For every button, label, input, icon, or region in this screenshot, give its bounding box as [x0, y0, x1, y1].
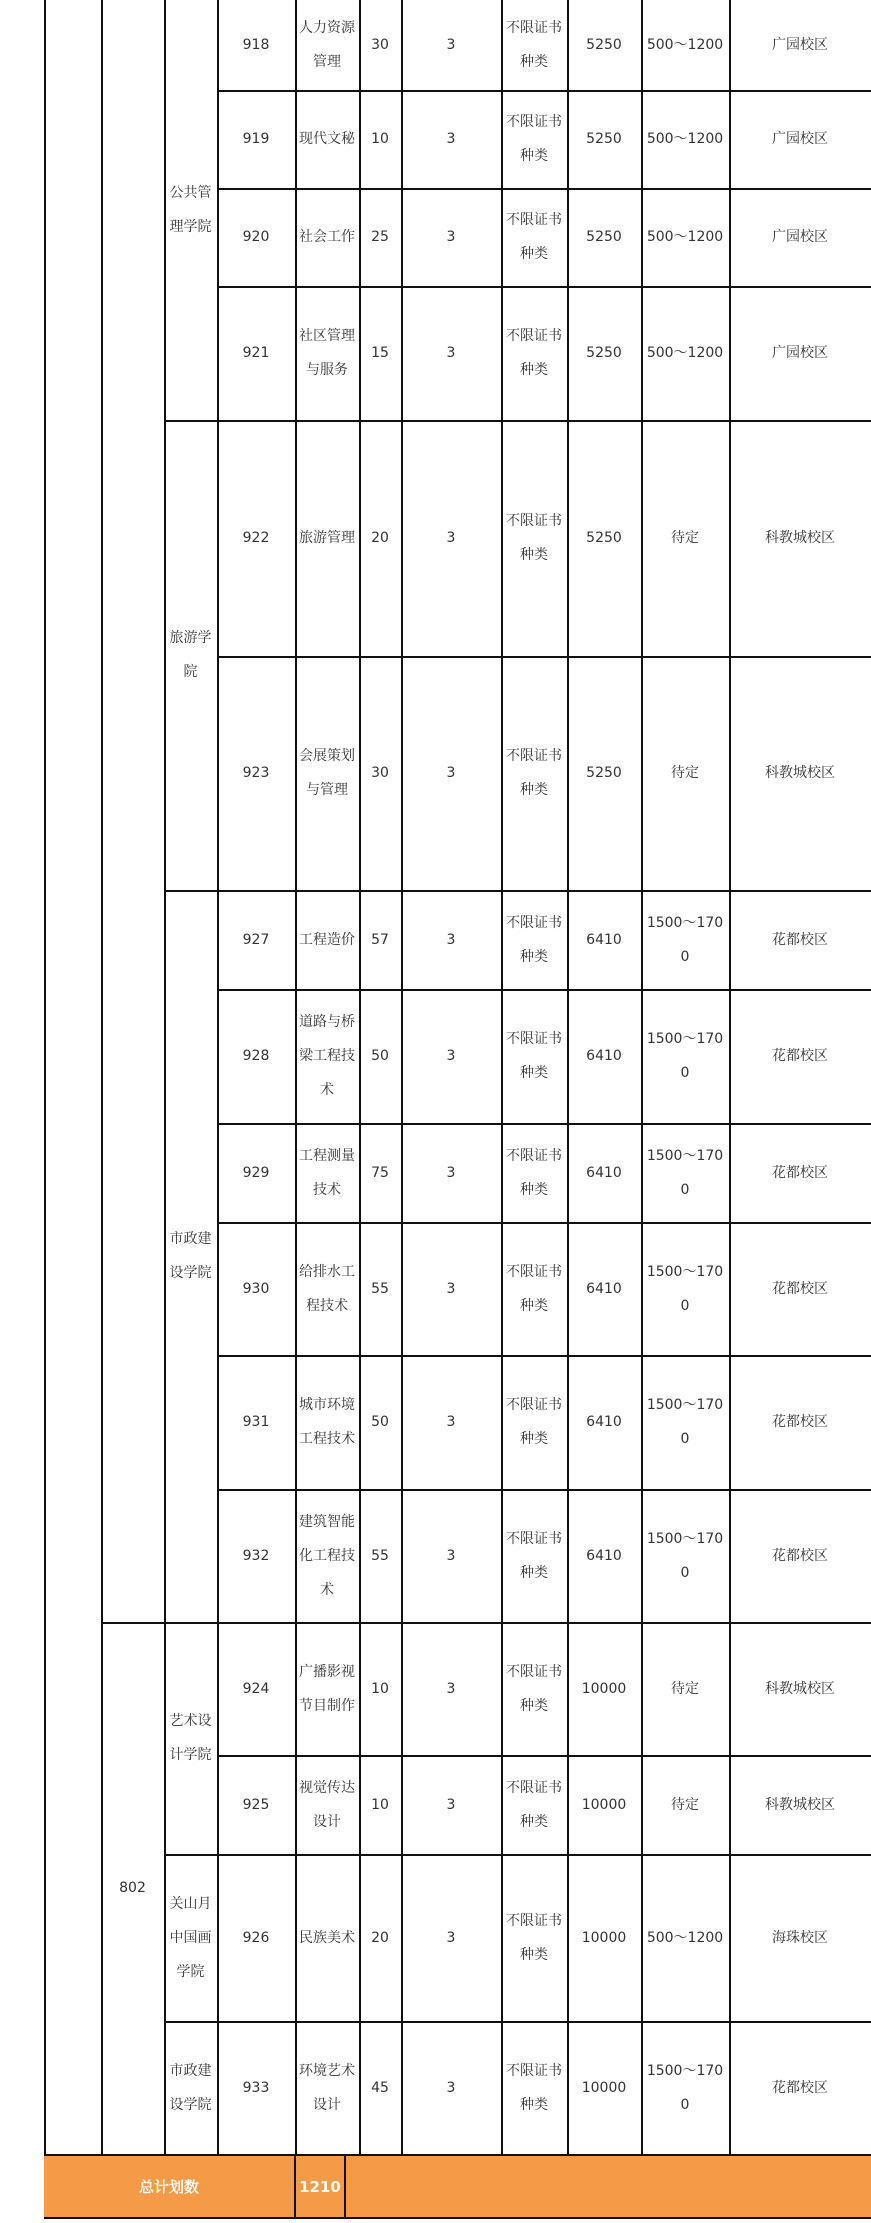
- table-cell-cert: 不限证书种类: [506, 1147, 562, 1198]
- table-cell-tuition: 10000: [581, 1796, 627, 1813]
- table-cell-tuition: 10000: [581, 1680, 627, 1697]
- table-cell-years: 3: [446, 229, 456, 245]
- table-cell-years: 3: [446, 1048, 456, 1064]
- total-value: 1210: [299, 2177, 341, 2196]
- table-cell-years: 3: [446, 37, 456, 53]
- table-cell-campus: 花都校区: [772, 1164, 828, 1181]
- table-cell-years: 3: [446, 1414, 456, 1430]
- total-row: [44, 2154, 871, 2219]
- total-divider: [344, 2156, 346, 2217]
- table-cell-fee: 待定: [671, 765, 699, 781]
- table-cell-cert: 不限证书种类: [506, 212, 562, 262]
- table-cell-major: 会展策划与管理: [299, 748, 355, 798]
- table-cell-years: 3: [446, 530, 456, 546]
- table-cell-fee: 500～1200: [646, 1929, 724, 1946]
- table-cell-campus: 广园校区: [772, 131, 828, 147]
- table-cell-plan: 50: [371, 1414, 389, 1430]
- table-cell-tuition: 6410: [586, 1280, 622, 1297]
- table-cell-campus: 科教城校区: [765, 1680, 835, 1697]
- table-cell-tuition: 5250: [586, 345, 622, 361]
- table-cell-tuition: 5250: [586, 229, 622, 245]
- table-cell-tuition: 10000: [581, 1929, 627, 1946]
- table-cell-cert: 不限证书种类: [506, 2062, 562, 2113]
- table-cell-fee: 1500～1700: [646, 1263, 724, 1314]
- table-cell-years: 3: [446, 1796, 456, 1813]
- group-code-cell: [101, 0, 164, 1622]
- table-cell-years: 3: [446, 2079, 456, 2096]
- table-cell-cert: 不限证书种类: [506, 20, 562, 70]
- table-cell-campus: 花都校区: [772, 1414, 828, 1430]
- table-cell-code: 930: [242, 1280, 270, 1297]
- table-cell-plan: 10: [371, 1796, 389, 1813]
- table-cell-tuition: 6410: [586, 1547, 622, 1564]
- table-cell-campus: 科教城校区: [765, 765, 835, 781]
- table-cell-tuition: 10000: [581, 2079, 627, 2096]
- table-cell-major: 社会工作: [299, 229, 355, 245]
- group-code-cell: 802: [119, 1880, 146, 1896]
- table-cell-plan: 10: [371, 1680, 389, 1697]
- table-cell-years: 3: [446, 131, 456, 147]
- table-cell-major: 城市环境工程技术: [299, 1397, 355, 1447]
- table-cell-tuition: 5250: [586, 37, 622, 53]
- table-cell-plan: 75: [371, 1164, 389, 1181]
- table-cell-cert: 不限证书种类: [506, 1031, 562, 1081]
- table-cell-tuition: 5250: [586, 765, 622, 781]
- table-cell-fee: 待定: [671, 1680, 699, 1697]
- table-cell-plan: 57: [371, 931, 389, 948]
- table-cell-code: 923: [242, 765, 270, 781]
- table-cell-cert: 不限证书种类: [506, 328, 562, 378]
- table-cell-major: 广播影视节目制作: [299, 1663, 355, 1714]
- table-cell-cert: 不限证书种类: [506, 1263, 562, 1314]
- table-cell-cert: 不限证书种类: [506, 114, 562, 164]
- table-cell-fee: 500～1200: [646, 345, 724, 361]
- table-cell-fee: 1500～1700: [646, 1031, 724, 1081]
- table-cell-cert: 不限证书种类: [506, 1779, 562, 1830]
- table-cell-plan: 25: [371, 229, 389, 245]
- table-cell-code: 928: [242, 1048, 270, 1064]
- table-cell-major: 工程造价: [299, 931, 355, 948]
- table-cell-plan: 50: [371, 1048, 389, 1064]
- college-name-cell: 公共管理学院: [169, 185, 212, 235]
- college-name-cell: 市政建设学院: [169, 2062, 212, 2113]
- table-cell-fee: 1500～1700: [646, 914, 724, 965]
- table-cell-years: 3: [446, 765, 456, 781]
- table-cell-major: 道路与桥梁工程技术: [299, 1014, 355, 1098]
- table-cell-plan: 10: [371, 131, 389, 147]
- table-cell-years: 3: [446, 931, 456, 948]
- college-name-cell: 艺术设计学院: [169, 1713, 212, 1763]
- table-cell-cert: 不限证书种类: [506, 1912, 562, 1963]
- table-cell-fee: 待定: [671, 1796, 699, 1813]
- table-cell-plan: 55: [371, 1280, 389, 1297]
- table-cell-fee: 待定: [671, 530, 699, 546]
- table-cell-campus: 科教城校区: [765, 1796, 835, 1813]
- table-cell-fee: 500～1200: [646, 37, 724, 53]
- table-cell-campus: 海珠校区: [772, 1929, 828, 1946]
- table-cell-major: 旅游管理: [299, 530, 355, 546]
- table-cell-code: 925: [242, 1796, 270, 1813]
- table-cell-campus: 花都校区: [772, 1280, 828, 1297]
- table-cell-years: 3: [446, 345, 456, 361]
- table-cell-campus: 花都校区: [772, 1547, 828, 1564]
- table-cell-cert: 不限证书种类: [506, 914, 562, 965]
- table-cell-plan: 20: [371, 1929, 389, 1946]
- table-cell-major: 工程测量技术: [299, 1147, 355, 1198]
- table-cell-major: 建筑智能化工程技术: [299, 1513, 355, 1598]
- table-cell-campus: 广园校区: [772, 37, 828, 53]
- table-cell-tuition: 5250: [586, 131, 622, 147]
- table-cell-tuition: 5250: [586, 530, 622, 546]
- table-cell-code: 931: [242, 1414, 270, 1430]
- table-cell-fee: 500～1200: [646, 229, 724, 245]
- table-cell-major: 社区管理与服务: [299, 328, 355, 378]
- table-cell-fee: 1500～1700: [646, 1147, 724, 1198]
- college-name-cell: 关山月中国画学院: [169, 1895, 212, 1980]
- table-cell-code: 929: [242, 1164, 270, 1181]
- table-cell-major: 现代文秘: [299, 131, 355, 147]
- table-cell-code: 927: [242, 931, 270, 948]
- table-cell-code: 924: [242, 1680, 270, 1697]
- table-cell-code: 933: [242, 2079, 270, 2096]
- table-cell-fee: 1500～1700: [646, 1530, 724, 1581]
- table-cell-plan: 45: [371, 2079, 389, 2096]
- table-cell-campus: 广园校区: [772, 345, 828, 361]
- college-name-cell: 旅游学院: [169, 630, 212, 680]
- table-cell-cert: 不限证书种类: [506, 1530, 562, 1581]
- table-cell-years: 3: [446, 1280, 456, 1297]
- total-label: 总计划数: [138, 2178, 199, 2196]
- table-cell-cert: 不限证书种类: [506, 748, 562, 798]
- table-cell-years: 3: [446, 1547, 456, 1564]
- table-cell-campus: 花都校区: [772, 2079, 828, 2096]
- table-cell-major: 环境艺术设计: [299, 2062, 355, 2113]
- table-cell-cert: 不限证书种类: [506, 1663, 562, 1714]
- grid-line: [44, 0, 46, 2154]
- table-cell-campus: 花都校区: [772, 931, 828, 948]
- table-cell-cert: 不限证书种类: [506, 513, 562, 563]
- table-cell-major: 视觉传达设计: [299, 1779, 355, 1830]
- table-cell-plan: 20: [371, 530, 389, 546]
- table-cell-fee: 1500～1700: [646, 1397, 724, 1447]
- table-cell-tuition: 6410: [586, 1164, 622, 1181]
- table-cell-major: 民族美术: [299, 1929, 355, 1946]
- table-cell-major: 人力资源管理: [299, 20, 355, 70]
- table-cell-major: 给排水工程技术: [299, 1263, 355, 1314]
- table-cell-campus: 广园校区: [772, 229, 828, 245]
- table-cell-code: 922: [242, 530, 270, 546]
- table-cell-plan: 55: [371, 1547, 389, 1564]
- table-cell-code: 921: [242, 345, 270, 361]
- table-cell-code: 920: [242, 229, 270, 245]
- college-name-cell: 市政建设学院: [169, 1231, 212, 1281]
- table-cell-plan: 15: [371, 345, 389, 361]
- table-cell-code: 918: [242, 37, 270, 53]
- table-cell-campus: 花都校区: [772, 1048, 828, 1064]
- table-cell-code: 932: [242, 1547, 270, 1564]
- table-cell-plan: 30: [371, 765, 389, 781]
- table-cell-code: 919: [242, 131, 270, 147]
- table-cell-years: 3: [446, 1680, 456, 1697]
- table-cell-years: 3: [446, 1929, 456, 1946]
- table-cell-fee: 1500～1700: [646, 2062, 724, 2113]
- table-cell-cert: 不限证书种类: [506, 1397, 562, 1447]
- table-cell-tuition: 6410: [586, 1048, 622, 1064]
- table-cell-years: 3: [446, 1164, 456, 1181]
- table-cell-plan: 30: [371, 37, 389, 53]
- table-cell-tuition: 6410: [586, 1414, 622, 1430]
- table-cell-tuition: 6410: [586, 931, 622, 948]
- table-cell-code: 926: [242, 1929, 270, 1946]
- table-cell-campus: 科教城校区: [765, 530, 835, 546]
- table-cell-fee: 500～1200: [646, 131, 724, 147]
